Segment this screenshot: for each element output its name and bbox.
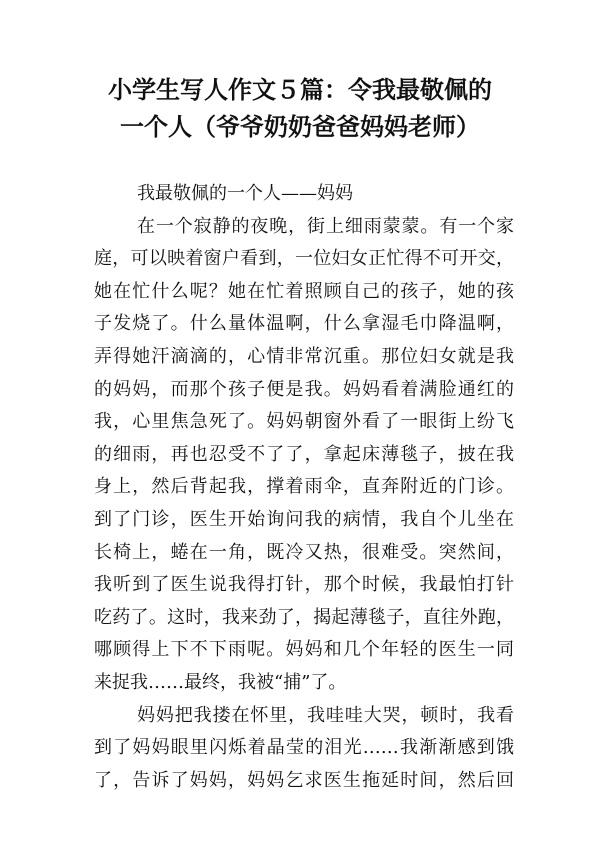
article-heading: 我最敬佩的一个人——妈妈 [137, 183, 353, 204]
title-line-2: 一个人（爷爷奶奶爸爸妈妈老师） [120, 113, 480, 141]
paragraph-1-line: 来捉我……最终，我被“捕”了。 [94, 671, 347, 693]
document-title [60, 72, 540, 146]
paragraph-1-line: 她在忙什么呢？她在忙着照顾自己的孩子，她的孩 [94, 280, 514, 302]
paragraph-2-line: 了，告诉了妈妈，妈妈乞求医生拖延时间，然后回 [94, 769, 514, 791]
paragraph-1-line: 吃药了。这时，我来劲了，揭起薄毯子，直往外跑， [94, 606, 514, 628]
paragraph-1-line: 在一个寂静的夜晚，街上细雨蒙蒙。有一个家 [137, 215, 514, 237]
paragraph-1-line: 子发烧了。什么量体温啊，什么拿湿毛巾降温啊， [94, 313, 514, 335]
paragraph-1-line: 身上，然后背起我，撑着雨伞，直奔附近的门诊。 [94, 476, 514, 498]
paragraph-1-line: 哪顾得上下不下雨呢。妈妈和几个年轻的医生一同 [94, 639, 514, 661]
paragraph-1-line: 我，心里焦急死了。妈妈朝窗外看了一眼街上纷飞 [94, 411, 514, 433]
paragraph-1-line: 长椅上，蜷在一角，既冷又热，很难受。突然间， [94, 541, 514, 563]
paragraph-1-line: 到了门诊，医生开始询问我的病情，我自个儿坐在 [94, 508, 514, 530]
paragraph-2-line: 妈妈把我搂在怀里，我哇哇大哭，顿时，我看 [137, 704, 514, 726]
article-body [94, 178, 514, 797]
paragraph-1-line: 我听到了医生说我得打针，那个时候，我最怕打针 [94, 574, 514, 596]
paragraph-2-line: 到了妈妈眼里闪烁着晶莹的泪光……我渐渐感到饿 [94, 737, 514, 759]
title-line-1: 小学生写人作文５篇：令我最敬佩的 [108, 76, 492, 104]
paragraph-1-line: 的细雨，再也忍受不了了，拿起床薄毯子，披在我 [94, 443, 514, 465]
paragraph-1-line: 弄得她汗滴滴的，心情非常沉重。那位妇女就是我 [94, 345, 514, 367]
paragraph-1-line: 的妈妈，而那个孩子便是我。妈妈看着满脸通红的 [94, 378, 514, 400]
paragraph-1-line: 庭，可以映着窗户看到，一位妇女正忙得不可开交， [94, 248, 514, 270]
